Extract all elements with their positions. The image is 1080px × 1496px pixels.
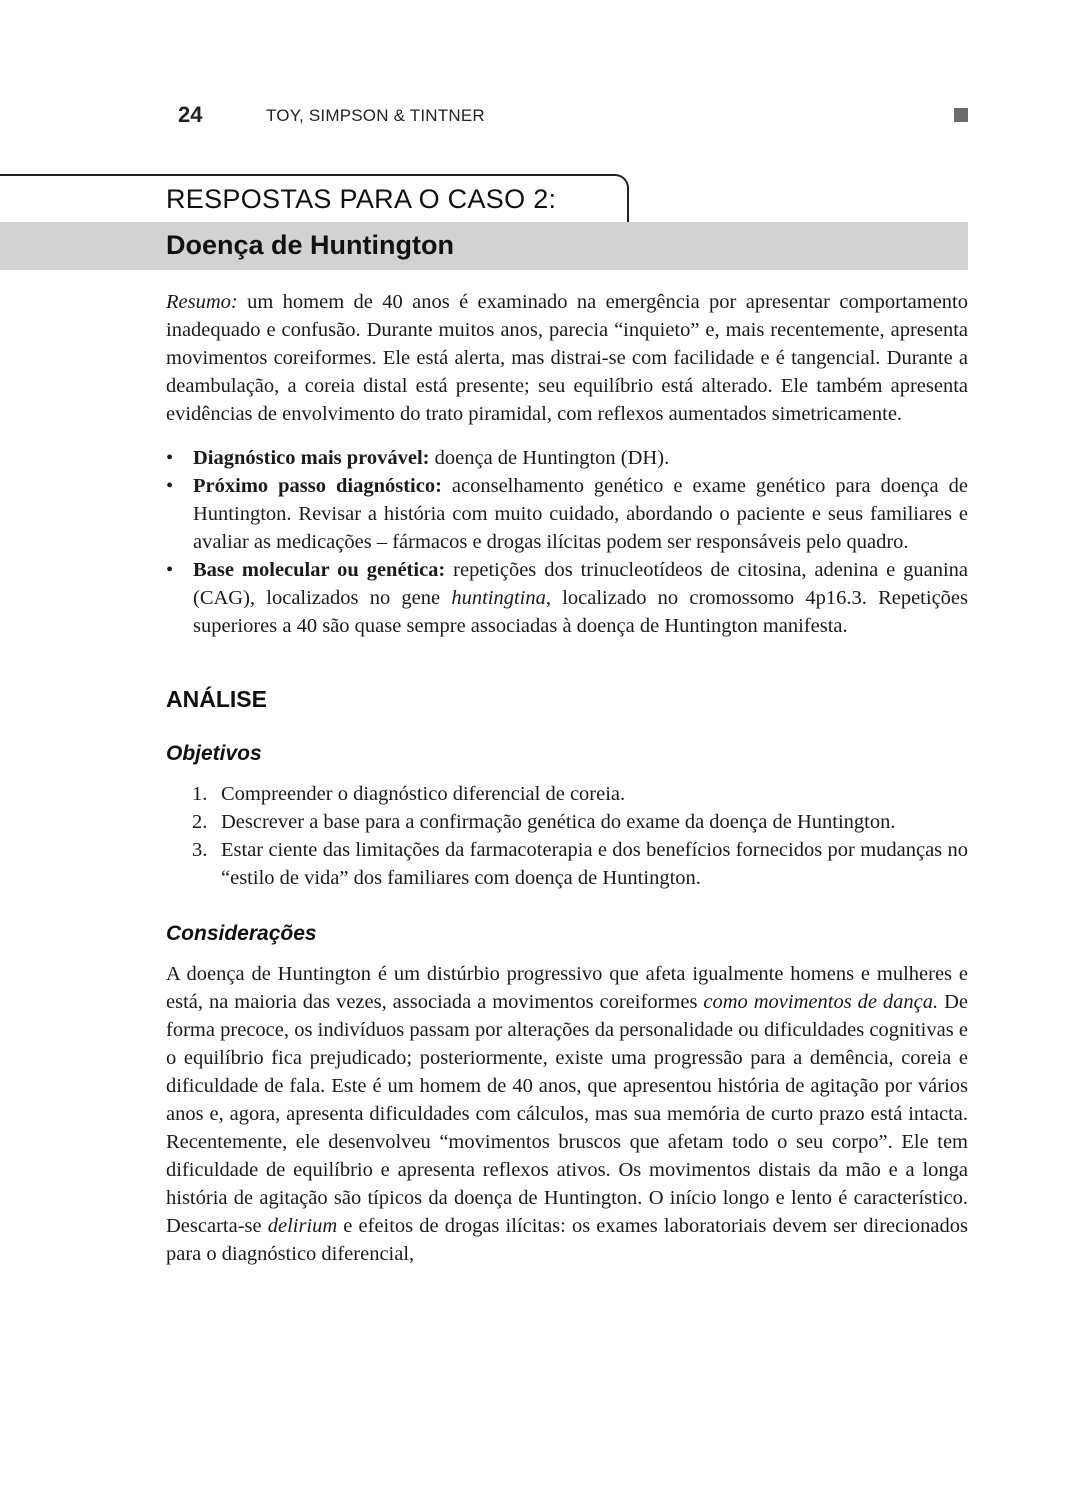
considerations-text-continued: De forma precoce, os indivíduos passam por alterações da personalidade ou dificuldades cognitivas e o equilíbrio fica prejudicado; posteriormente, existe uma progressão para a demência, coreia e dificuldade de fala. Este é um homem de 40 anos, que apresentou história de agitação por vários anos e, agora, apresenta dificuldades com cálculos, mas sua memória de curto prazo está intacta. Recentemente, ele desenvolveu “movimentos bruscos que afetam todo o seu corpo”. Ele tem dificuldade de equilíbrio e apresenta reflexos ativos. Os movimentos distais da mão e a longa história de agitação são típicos da doença de Huntington. O início longo e lento é característico. Descarta-se: [166, 991, 969, 1237]
item-number: 3.: [192, 839, 208, 861]
bullet-text: repetições dos trinucleotídeos de citosina, adenina e guanina (CAG), localizados no gene: [193, 559, 968, 609]
bullet-text-continued: , localizado no cromossomo 4p16.3. Repetições superiores a 40 são quase sempre associadas à doença de Huntington manifesta.: [193, 587, 969, 637]
summary-text: um homem de 40 anos é examinado na emergência por apresentar comportamento inadequado e confusão. Durante muitos anos, parecia “inquieto” e, mais recentemente, apresenta movimentos coreiformes. Ele está alerta, mas distrai-se com facilidade e é tangencial. Durante a deambulação, a coreia distal está presente; seu equilíbrio está alterado. Ele também apresenta evidências de envolvimento do trato piramidal, com reflexos aumentados simetricamente.: [166, 291, 968, 425]
objectives-heading: Objetivos: [166, 742, 262, 765]
page-number: 24: [178, 102, 203, 127]
gene-name: huntingtina: [451, 587, 546, 609]
item-number: 1.: [192, 783, 208, 805]
running-head: TOY, SIMPSON & TINTNER: [266, 106, 485, 125]
considerations-italic: como movimentos de dança.: [703, 991, 939, 1013]
summary-label: Resumo:: [166, 291, 238, 313]
item-number: 2.: [192, 811, 208, 833]
page-content: [166, 288, 968, 1268]
list-item: [166, 444, 968, 472]
bullet-marker: •: [166, 559, 174, 581]
objective-text: Descrever a base para a confirmação genética do exame da doença de Huntington.: [221, 811, 896, 833]
bullet-marker: •: [166, 475, 174, 497]
delirium-term: delirium: [267, 1215, 338, 1237]
summary-paragraph: [166, 288, 968, 428]
bullet-text: aconselhamento genético e exame genético para doença de Huntington. Revisar a história com muito cuidado, abordando o paciente e seus familiares e avaliar as medicações – fármacos e drogas ilícitas podem ser responsáveis pelo quadro.: [193, 475, 968, 553]
bullet-label: Próximo passo diagnóstico:: [193, 475, 442, 497]
case-heading: RESPOSTAS PARA O CASO 2:: [166, 184, 557, 214]
bullet-label: Diagnóstico mais provável:: [193, 447, 430, 469]
considerations-text-end: e efeitos de drogas ilícitas: os exames laboratoriais devem ser direcionados para o diagnóstico diferencial,: [166, 1215, 968, 1265]
key-points-list: [166, 444, 968, 640]
objective-text: Compreender o diagnóstico diferencial de coreia.: [221, 783, 626, 805]
bullet-text: doença de Huntington (DH).: [429, 447, 670, 469]
header-square-marker: [954, 108, 968, 122]
list-item: [166, 556, 968, 640]
list-item: [166, 472, 968, 556]
bullet-label: Base molecular ou genética:: [193, 559, 446, 581]
considerations-paragraph: [166, 960, 968, 1268]
bullet-marker: •: [166, 447, 174, 469]
page-header: [178, 102, 968, 132]
considerations-text: A doença de Huntington é um distúrbio progressivo que afeta igualmente homens e mulheres e está, na maioria das vezes, associada a movimentos coreiformes: [166, 963, 968, 1013]
objectives-list: [166, 780, 968, 892]
objective-text: Estar ciente das limitações da farmacoterapia e dos benefícios fornecidos por mudanças no “estilo de vida” dos familiares com doença de Huntington.: [221, 839, 968, 889]
list-item: [166, 808, 968, 836]
case-title: Doença de Huntington: [166, 230, 454, 260]
title-band: [0, 222, 968, 270]
list-item: [166, 780, 968, 808]
analysis-heading: ANÁLISE: [166, 686, 267, 712]
list-item: [166, 836, 968, 892]
considerations-heading: Considerações: [166, 922, 317, 945]
